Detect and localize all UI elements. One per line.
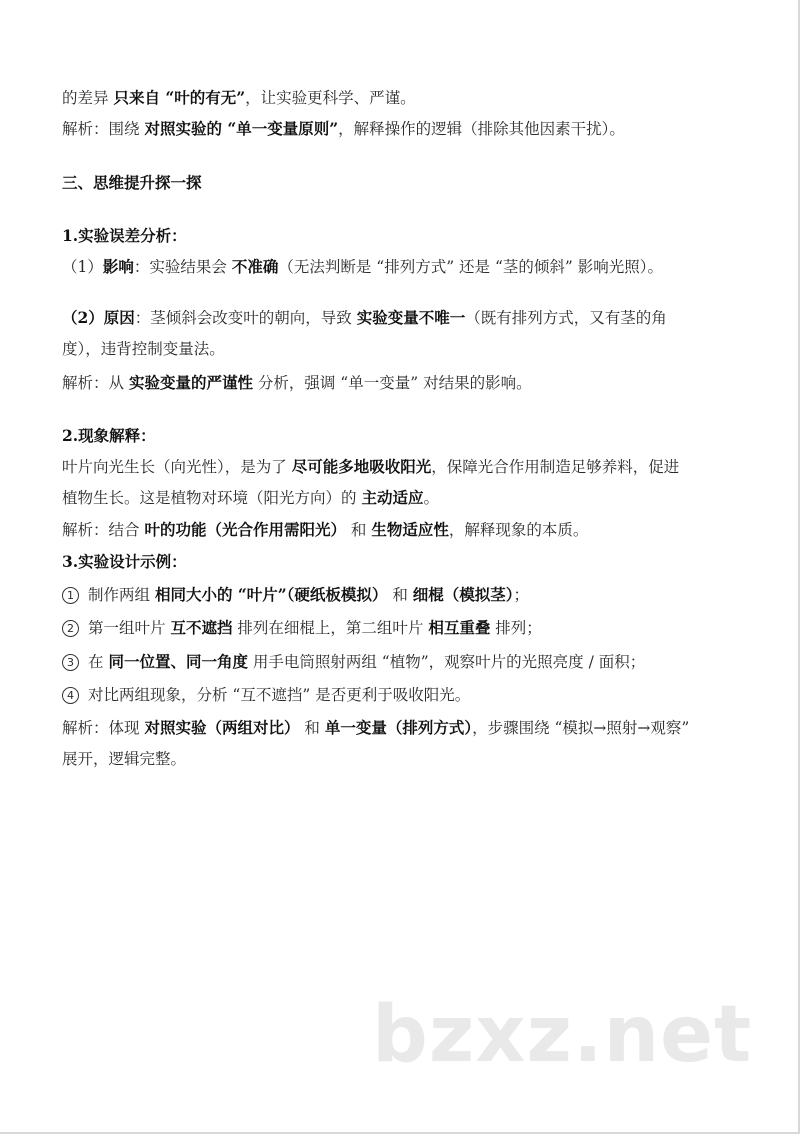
text: （1） [62, 258, 103, 276]
emphasis: 不准确 [231, 257, 279, 276]
emphasis: 对照实验（两组对比） [144, 718, 300, 737]
emphasis: 实验变量不唯一 [356, 308, 466, 327]
text: 排列在细棍上，第二组叶片 [232, 619, 429, 637]
emphasis: 生物适应性 [371, 520, 449, 539]
section-title: 三、思维提升探一探 [62, 173, 202, 192]
heading-design: 3.实验设计示例： [62, 552, 187, 571]
emphasis: 尽可能多地吸收阳光 [291, 457, 432, 476]
heading-error-analysis: 1.实验误差分析： [62, 226, 187, 245]
text: ，解释操作的逻辑（排除其他因素干扰）。 [338, 120, 625, 138]
emphasis: 互不遮挡 [170, 618, 233, 637]
analysis-4 [62, 717, 740, 739]
text: ，保障光合作用制造足够养料，促进 [431, 458, 680, 476]
phenomenon-line-1 [62, 456, 740, 478]
text: 解析：结合 [62, 521, 145, 539]
step-1 [62, 584, 740, 606]
analysis-2 [62, 372, 740, 394]
emphasis: 单一变量（排列方式） [324, 718, 473, 737]
emphasis: 影响 [102, 257, 134, 276]
text: ：茎倾斜会改变叶的朝向，导致 [134, 309, 357, 327]
text: （既有排列方式，又有茎的角 [465, 309, 667, 327]
step-number-circle: 1 [62, 587, 79, 604]
emphasis: 实验变量的严谨性 [128, 373, 253, 392]
step-number-circle: 4 [62, 687, 79, 704]
text: ，解释现象的本质。 [448, 521, 589, 539]
text: ，让实验更科学、严谨。 [245, 89, 416, 107]
text: 解析：体现 [62, 719, 145, 737]
emphasis: 细棍（模拟茎） [412, 585, 514, 604]
text: 解析：围绕 [62, 120, 145, 138]
text: ，步骤围绕 “模拟→照射→观察” [472, 719, 690, 737]
cause-line-1 [62, 307, 740, 329]
cause-line-2: 度），违背控制变量法。 [62, 340, 225, 358]
paragraph-conclusion [62, 87, 740, 109]
emphasis: 相互重叠 [428, 618, 491, 637]
step-number-circle: 2 [62, 620, 79, 637]
text: 和 [345, 521, 372, 539]
text: 对比两组现象，分析 “互不遮挡” 是否更利于吸收阳光。 [88, 686, 471, 704]
text: ：实验结果会 [133, 258, 232, 276]
emphasis: 同一位置、同一角度 [108, 652, 248, 671]
text: ； [513, 586, 530, 604]
emphasis: 对照实验的 “单一变量原则” [144, 119, 339, 138]
text: 在 [88, 653, 109, 671]
impact-line [62, 256, 740, 278]
phenomenon-line-2 [62, 487, 740, 509]
text: （无法判断是 “排列方式” 还是 “茎的倾斜” 影响光照）。 [278, 258, 663, 276]
text: 解析：从 [62, 374, 129, 392]
watermark: bzxz.net [372, 990, 753, 1080]
text: 和 [299, 719, 325, 737]
emphasis: 只来自 “叶的有无” [113, 88, 246, 107]
analysis-4-cont: 展开，逻辑完整。 [62, 750, 187, 768]
emphasis: （2）原因 [62, 308, 135, 327]
emphasis: 相同大小的 “叶片”（硬纸板模拟） [154, 585, 388, 604]
text: 。 [423, 489, 439, 507]
analysis-3 [62, 519, 740, 541]
step-3 [62, 651, 740, 673]
text: 植物生长。这是植物对环境（阳光方向）的 [62, 489, 362, 507]
text: 分析，强调 “单一变量” 对结果的影响。 [252, 374, 532, 392]
text: 制作两组 [88, 586, 155, 604]
emphasis: 主动适应 [361, 488, 424, 507]
text: 第一组叶片 [88, 619, 171, 637]
analysis-1 [62, 118, 740, 140]
emphasis: 叶的功能（光合作用需阳光） [144, 520, 346, 539]
text: 叶片向光生长（向光性），是为了 [62, 458, 292, 476]
text: 排列； [490, 619, 542, 637]
text: 的差异 [62, 89, 114, 107]
text: 用手电筒照射两组 “植物”，观察叶片的光照亮度 / 面积； [247, 653, 646, 671]
step-number-circle: 3 [62, 654, 79, 671]
text: 和 [387, 586, 413, 604]
heading-phenomenon: 2.现象解释： [62, 426, 156, 445]
step-4 [62, 684, 740, 706]
step-2 [62, 617, 740, 639]
